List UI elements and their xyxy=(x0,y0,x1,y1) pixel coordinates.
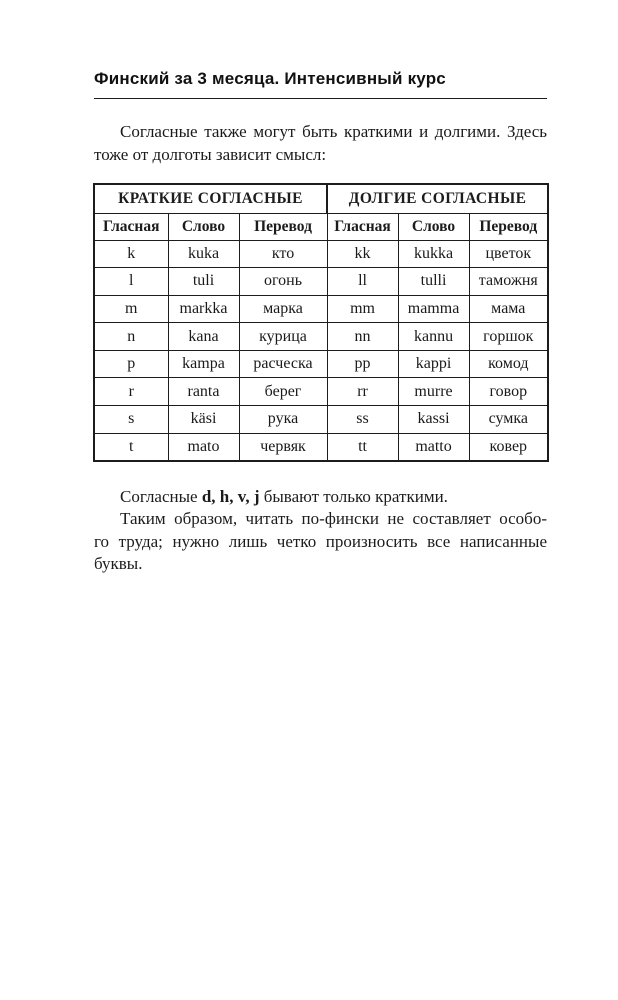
table-cell: l xyxy=(94,268,168,296)
group-header-long: ДОЛГИЕ СОГЛАСНЫЕ xyxy=(327,184,548,213)
intro-line-1: Согласные также могут быть краткими и долгими. Здесь xyxy=(120,122,547,141)
table-cell: огонь xyxy=(239,268,327,296)
note-paragraph xyxy=(94,486,547,509)
table-cell: murre xyxy=(398,378,469,406)
table-cell: matto xyxy=(398,433,469,461)
table-cell: таможня xyxy=(469,268,548,296)
table-cell: ковер xyxy=(469,433,548,461)
col-header: Перевод xyxy=(469,213,548,240)
table-cell: n xyxy=(94,323,168,351)
intro-paragraph xyxy=(94,120,547,166)
table-cell: ll xyxy=(327,268,398,296)
table-cell: p xyxy=(94,350,168,378)
table-cell: рука xyxy=(239,406,327,434)
col-header: Перевод xyxy=(239,213,327,240)
table-cell: tuli xyxy=(168,268,239,296)
note-suffix: бывают только краткими. xyxy=(259,486,448,506)
table-row xyxy=(94,406,548,434)
table-row xyxy=(94,240,548,268)
table-cell: сумка xyxy=(469,406,548,434)
table-cell: mamma xyxy=(398,295,469,323)
group-header-short: КРАТКИЕ СОГЛАСНЫЕ xyxy=(94,184,327,213)
table-cell: цветок xyxy=(469,240,548,268)
column-header-row xyxy=(94,213,548,240)
table-cell: mato xyxy=(168,433,239,461)
table-cell: kappi xyxy=(398,350,469,378)
table-cell: kukka xyxy=(398,240,469,268)
table-row xyxy=(94,268,548,296)
table-cell: tt xyxy=(327,433,398,461)
table-cell: курица xyxy=(239,323,327,351)
table-cell: r xyxy=(94,378,168,406)
table-cell: pp xyxy=(327,350,398,378)
closing-text xyxy=(94,486,547,576)
table-cell: kampa xyxy=(168,350,239,378)
table-cell: kana xyxy=(168,323,239,351)
table-cell: kk xyxy=(327,240,398,268)
table-cell: k xyxy=(94,240,168,268)
group-header-row xyxy=(94,184,548,213)
header-rule xyxy=(94,98,547,99)
table-cell: nn xyxy=(327,323,398,351)
table-cell: марка xyxy=(239,295,327,323)
table-row xyxy=(94,433,548,461)
outro-line-1: Таким образом, читать по-фински не составляет особо- xyxy=(120,509,547,529)
note-bold-letters: d, h, v, j xyxy=(201,486,260,506)
table-cell: кто xyxy=(239,240,327,268)
table-cell: mm xyxy=(327,295,398,323)
table-row xyxy=(94,378,548,406)
table-cell: берег xyxy=(239,378,327,406)
table-row xyxy=(94,350,548,378)
table-cell: червяк xyxy=(239,433,327,461)
outro-line-2: го труда; нужно лишь четко произносить все написанные xyxy=(94,531,547,551)
table-cell: kannu xyxy=(398,323,469,351)
table-cell: комод xyxy=(469,350,548,378)
table-cell: markka xyxy=(168,295,239,323)
col-header: Слово xyxy=(398,213,469,240)
table-cell: s xyxy=(94,406,168,434)
table-cell: kassi xyxy=(398,406,469,434)
table-cell: t xyxy=(94,433,168,461)
note-prefix: Согласные xyxy=(120,486,202,506)
col-header: Гласная xyxy=(327,213,398,240)
running-head: Финский за 3 месяца. Интенсивный курс xyxy=(94,69,446,88)
consonants-table xyxy=(93,183,549,462)
table-cell: расческа xyxy=(239,350,327,378)
col-header: Гласная xyxy=(94,213,168,240)
table-cell: tulli xyxy=(398,268,469,296)
table-row xyxy=(94,295,548,323)
table-cell: говор xyxy=(469,378,548,406)
outro-line-3: буквы. xyxy=(94,554,143,574)
table-cell: kuka xyxy=(168,240,239,268)
table-cell: käsi xyxy=(168,406,239,434)
table-cell: горшок xyxy=(469,323,548,351)
table-row xyxy=(94,323,548,351)
table-cell: мама xyxy=(469,295,548,323)
table-cell: ss xyxy=(327,406,398,434)
intro-line-2: тоже от долготы зависит смысл: xyxy=(94,145,327,164)
table-cell: ranta xyxy=(168,378,239,406)
col-header: Слово xyxy=(168,213,239,240)
table-cell: m xyxy=(94,295,168,323)
table-cell: rr xyxy=(327,378,398,406)
